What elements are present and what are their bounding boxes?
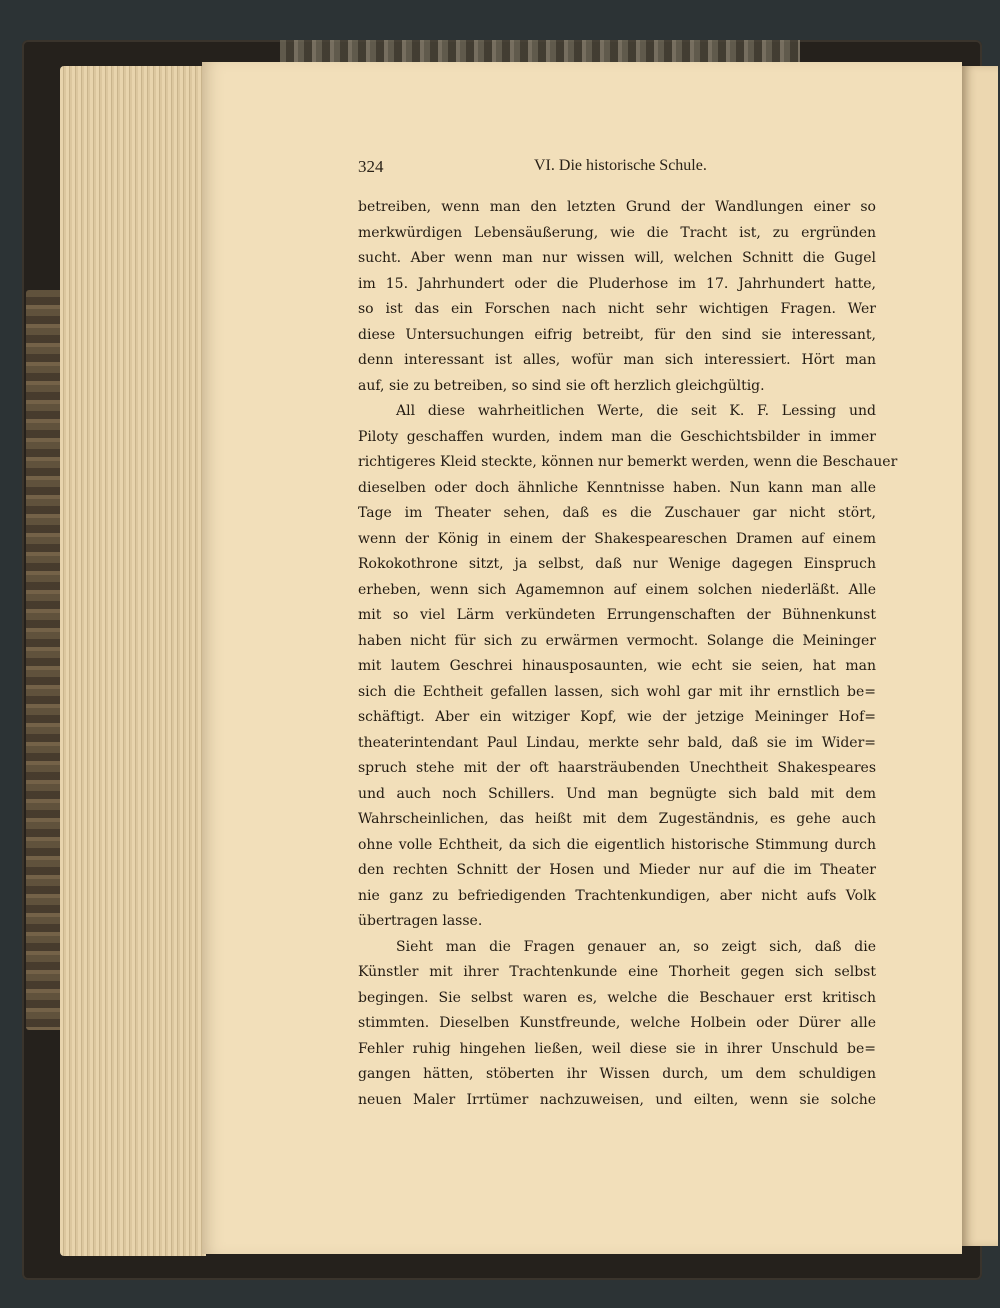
text-line: denn interessant ist alles, wofür man sich interessiert. Hört man: [358, 352, 876, 368]
text-line: Künstler mit ihrer Trachtenkunde eine Thorheit gegen sich selbst: [358, 964, 876, 980]
text-line: Fehler ruhig hingehen ließen, weil diese sie in ihrer Unschuld be=: [358, 1040, 876, 1057]
text-line: gangen hätten, stöberten ihr Wissen durch, um dem schuldigen: [358, 1066, 876, 1082]
text-line: sich die Echtheit gefallen lassen, sich wohl gar mit ihr ernstlich be=: [358, 683, 876, 700]
text-line: nie ganz zu befriedigenden Trachtenkundigen, aber nicht aufs Volk: [358, 887, 876, 904]
paragraph-start: Sieht man die Fragen genauer an, so zeigt sich, daß die: [396, 938, 876, 955]
text-line: richtigeres Kleid steckte, können nur bemerkt werden, wenn die Beschauer: [358, 454, 898, 470]
text-line: Rokokothrone sitzt, ja selbst, daß nur Wenige dagegen Einspruch: [358, 556, 876, 572]
text-line: im 15. Jahrhundert oder die Pluderhose im 17. Jahrhundert hatte,: [358, 275, 876, 292]
text-line: so ist das ein Forschen nach nicht sehr wichtigen Fragen. Wer: [358, 301, 876, 317]
text-line: dieselben oder doch ähnliche Kenntnisse haben. Nun kann man alle: [358, 479, 876, 496]
text-line: mit lautem Geschrei hinausposaunten, wie echt sie seien, hat man: [358, 658, 876, 674]
text-line: wenn der König in einem der Shakespeareschen Dramen auf einem: [358, 530, 876, 547]
text-line: neuen Maler Irrtümer nachzuweisen, und eilten, wenn sie solche: [358, 1091, 876, 1108]
running-head: VI. Die historische Schule.: [534, 157, 707, 174]
text-line: diese Untersuchungen eifrig betreibt, für den sind sie interessant,: [358, 326, 876, 343]
text-line: begingen. Sie selbst waren es, welche die Beschauer erst kritisch: [358, 989, 876, 1006]
text-line: betreiben, wenn man den letzten Grund der Wandlungen einer so: [358, 199, 876, 215]
text-line: haben nicht für sich zu erwärmen vermocht. Solange die Meininger: [358, 632, 876, 649]
text-line: schäftigt. Aber ein witziger Kopf, wie der jetzige Meininger Hof=: [358, 709, 876, 725]
text-line: Tage im Theater sehen, daß es die Zuschauer gar nicht stört,: [358, 505, 876, 521]
page-header: [358, 157, 878, 183]
paragraph-start: All diese wahrheitlichen Werte, die seit K. F. Lessing und: [396, 403, 876, 419]
facing-page-edge: [962, 66, 998, 1246]
page-number: 324: [358, 157, 384, 176]
text-line: stimmten. Dieselben Kunstfreunde, welche Holbein oder Dürer alle: [358, 1015, 876, 1031]
text-line: und auch noch Schillers. Und man begnügte sich bald mit dem: [358, 785, 876, 802]
text-line: Piloty geschaffen wurden, indem man die Geschichtsbilder in immer: [358, 428, 876, 445]
text-line: erheben, wenn sich Agamemnon auf einem solchen niederläßt. Alle: [358, 581, 876, 598]
cover-ornament: [280, 40, 800, 62]
text-line: den rechten Schnitt der Hosen und Mieder nur auf die im Theater: [358, 862, 876, 878]
text-line: übertragen lasse.: [358, 913, 483, 929]
text-line: mit so viel Lärm verkündeten Errungenschaften der Bühnenkunst: [358, 607, 876, 623]
text-line: Wahrscheinlichen, das heißt mit dem Zugeständnis, es gehe auch: [358, 811, 876, 827]
text-line: sucht. Aber wenn man nur wissen will, welchen Schnitt die Gugel: [358, 250, 876, 266]
text-line: theaterintendant Paul Lindau, merkte sehr bald, daß sie im Wider=: [358, 734, 876, 751]
text-line: merkwürdigen Lebensäußerung, wie die Tracht ist, zu ergründen: [358, 224, 876, 241]
page-edges: [60, 66, 206, 1256]
text-line: auf, sie zu betreiben, so sind sie oft herzlich gleichgültig.: [358, 377, 765, 394]
text-line: spruch stehe mit der oft haarsträubenden Unechtheit Shakespeares: [358, 760, 876, 776]
body-text: [358, 195, 898, 1113]
text-line: ohne volle Echtheit, da sich die eigentlich historische Stimmung durch: [358, 836, 876, 853]
